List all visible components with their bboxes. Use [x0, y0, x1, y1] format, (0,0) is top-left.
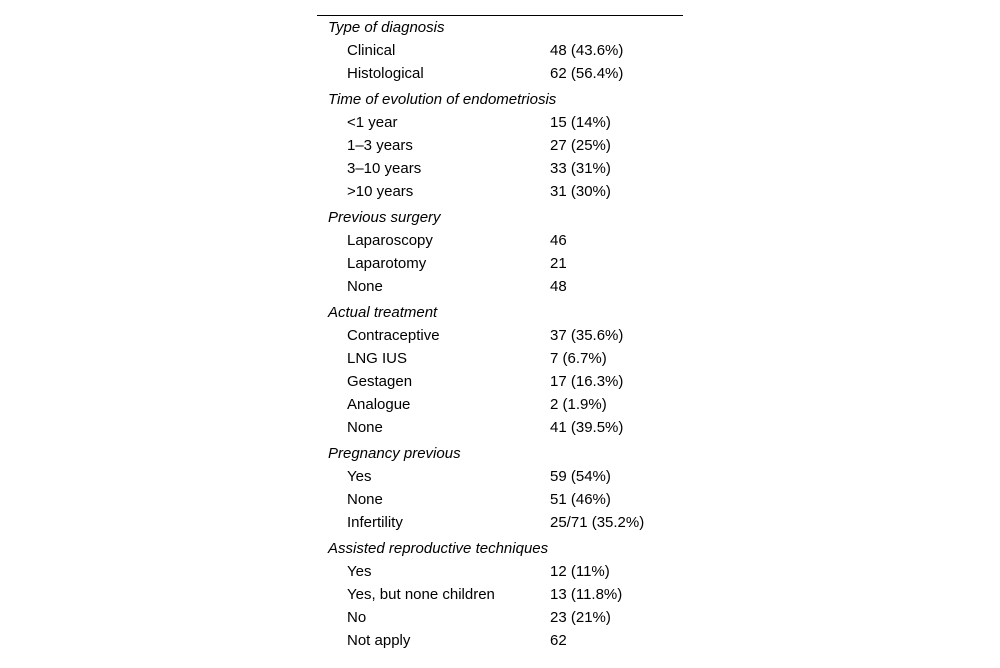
row-value: 13 (11.8%): [550, 586, 623, 603]
row-label: Laparoscopy: [347, 232, 433, 249]
table-row: [317, 488, 683, 511]
row-value: 37 (35.6%): [550, 327, 624, 344]
group-title: Type of diagnosis: [328, 19, 445, 36]
row-label: LNG IUS: [347, 350, 408, 367]
row-value: 59 (54%): [550, 468, 611, 485]
row-value: 51 (46%): [550, 491, 611, 508]
row-value: 21: [550, 255, 567, 272]
table-row: [317, 416, 683, 439]
row-label: Yes: [347, 468, 372, 485]
row-label: >10 years: [347, 183, 414, 200]
table-row: [317, 275, 683, 298]
group-time-of-evolution: [317, 88, 683, 204]
table-row: [317, 465, 683, 488]
table-row: [317, 511, 683, 534]
group-assisted-reproductive-techniques: [317, 537, 683, 653]
row-value: 31 (30%): [550, 183, 611, 200]
row-value: 41 (39.5%): [550, 419, 624, 436]
row-value: 25/71 (35.2%): [550, 514, 645, 531]
row-label: None: [347, 278, 383, 295]
row-label: 3–10 years: [347, 160, 422, 177]
row-value: 23 (21%): [550, 609, 611, 626]
table-row: [317, 347, 683, 370]
table-row: [317, 560, 683, 583]
row-label: 1–3 years: [347, 137, 413, 154]
row-value: 15 (14%): [550, 114, 611, 131]
group-actual-treatment: [317, 301, 683, 440]
group-title: Previous surgery: [328, 209, 441, 226]
table-row: [317, 111, 683, 134]
group-title: Pregnancy previous: [328, 445, 461, 462]
table-row: [317, 180, 683, 203]
table-row: [317, 229, 683, 252]
group-title: Actual treatment: [328, 304, 438, 321]
row-value: 46: [550, 232, 567, 249]
group-previous-surgery: [317, 206, 683, 299]
row-label: No: [347, 609, 367, 626]
row-label: Histological: [347, 65, 424, 82]
table-row: [317, 606, 683, 629]
row-value: 48: [550, 278, 567, 295]
table-row: [317, 324, 683, 347]
table-row: [317, 62, 683, 85]
row-label: Laparotomy: [347, 255, 427, 272]
row-value: 2 (1.9%): [550, 396, 607, 413]
row-label: <1 year: [347, 114, 398, 131]
data-table: [317, 15, 683, 653]
row-value: 27 (25%): [550, 137, 611, 154]
row-label: Gestagen: [347, 373, 413, 390]
table-row: [317, 370, 683, 393]
group-title: Time of evolution of endometriosis: [328, 91, 557, 108]
table-row: [317, 583, 683, 606]
row-label: None: [347, 491, 383, 508]
row-label: None: [347, 419, 383, 436]
table-row: [317, 629, 683, 652]
group-type-of-diagnosis: [317, 16, 683, 86]
row-label: Analogue: [347, 396, 411, 413]
row-label: Infertility: [347, 514, 403, 531]
row-value: 17 (16.3%): [550, 373, 624, 390]
table-row: [317, 252, 683, 275]
row-value: 12 (11%): [550, 563, 610, 580]
row-label: Yes: [347, 563, 372, 580]
table-row: [317, 157, 683, 180]
group-title: Assisted reproductive techniques: [328, 540, 549, 557]
table-row: [317, 134, 683, 157]
group-pregnancy-previous: [317, 442, 683, 535]
row-label: Contraceptive: [347, 327, 440, 344]
row-value: 62: [550, 632, 567, 649]
row-value: 62 (56.4%): [550, 65, 624, 82]
table-row: [317, 393, 683, 416]
table-row: [317, 39, 683, 62]
row-value: 48 (43.6%): [550, 42, 624, 59]
row-value: 7 (6.7%): [550, 350, 607, 367]
row-value: 33 (31%): [550, 160, 611, 177]
row-label: Not apply: [347, 632, 411, 649]
row-label: Yes, but none children: [347, 586, 495, 603]
row-label: Clinical: [347, 42, 396, 59]
